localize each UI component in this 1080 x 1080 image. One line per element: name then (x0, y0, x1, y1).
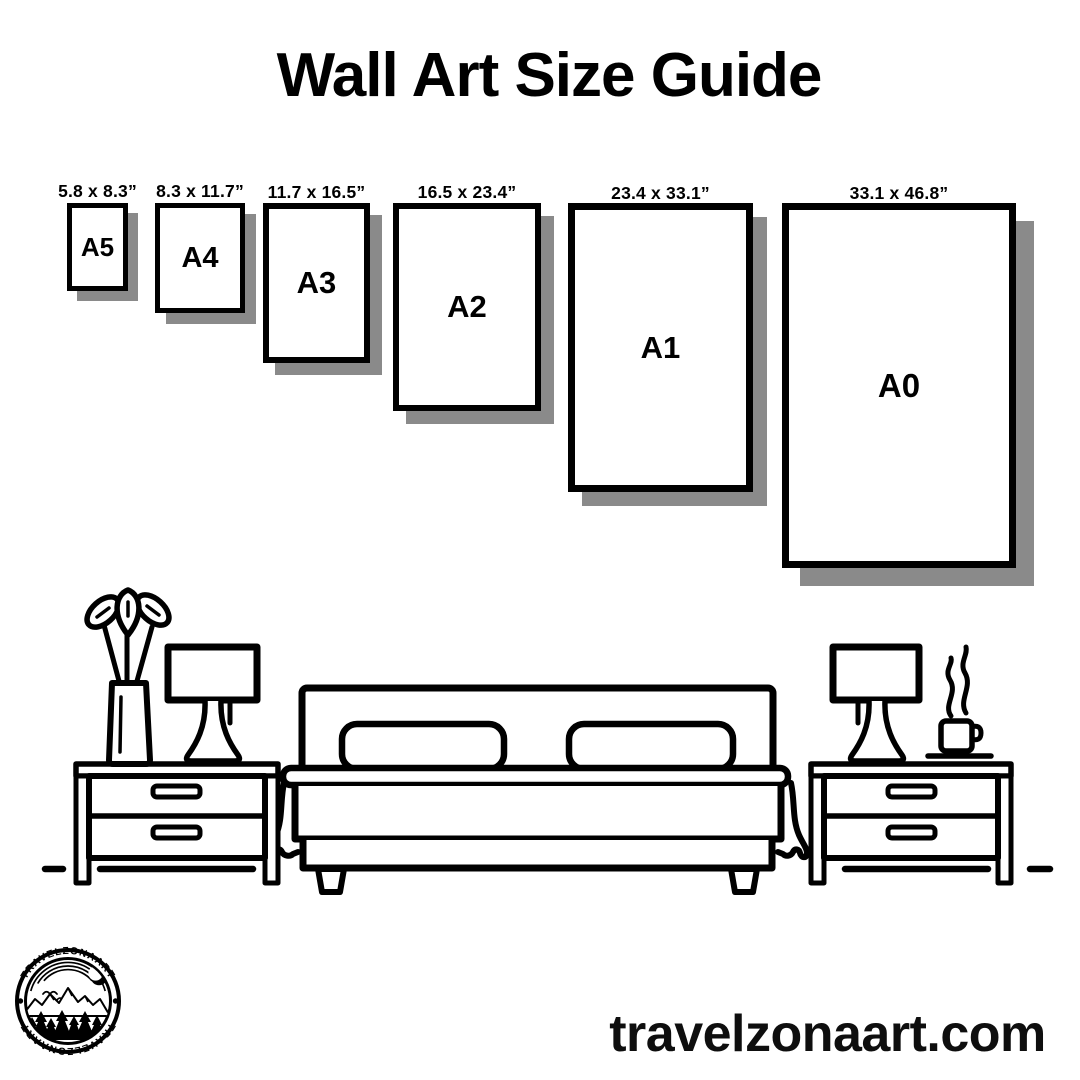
pillow-icon (569, 724, 733, 769)
size-dimensions-label: 5.8 x 8.3” (58, 181, 137, 201)
paper-size-a5 (58, 181, 137, 291)
badge-brand-text-top: TRAVELZONAART (19, 945, 117, 982)
table-lamp-icon (168, 647, 257, 761)
bedroom-scene-illustration (0, 585, 1080, 905)
website-url: travelzonaart.com (609, 1005, 1046, 1063)
paper-size-a1 (568, 183, 753, 492)
mountains-icon (22, 988, 110, 1016)
size-code-label: A5 (80, 231, 115, 262)
paper-size-a4 (155, 181, 245, 313)
plant-vase-icon (82, 589, 175, 764)
paper-size-a0 (782, 183, 1016, 568)
size-code-label: A2 (447, 289, 487, 324)
pillow-icon (342, 724, 504, 769)
size-code-label: A0 (877, 366, 921, 404)
bed-icon (268, 688, 807, 892)
size-dimensions-label: 8.3 x 11.7” (156, 181, 244, 201)
paper-size-a2 (393, 182, 541, 411)
size-code-label: A3 (296, 265, 337, 300)
brand-badge-logo (10, 943, 126, 1059)
size-dimensions-label: 16.5 x 23.4” (417, 182, 517, 202)
badge-bullet (113, 998, 118, 1003)
nightstand-icon (811, 764, 1011, 883)
steam-icon (948, 658, 953, 716)
steam-icon (963, 647, 968, 713)
size-dimensions-label: 33.1 x 46.8” (849, 183, 949, 203)
page-title: Wall Art Size Guide (276, 41, 822, 110)
size-dimensions-label: 23.4 x 33.1” (611, 183, 710, 203)
coffee-cup-icon (928, 647, 991, 756)
badge-bullet (18, 998, 23, 1003)
nightstand-icon (76, 764, 278, 883)
paper-size-a3 (263, 182, 370, 363)
size-code-label: A1 (640, 329, 681, 365)
size-code-label: A4 (181, 241, 219, 274)
badge-brand-text-bottom: TRAVELZONAART (19, 1020, 117, 1057)
size-dimensions-label: 11.7 x 16.5” (267, 182, 366, 202)
table-lamp-icon (833, 647, 919, 761)
